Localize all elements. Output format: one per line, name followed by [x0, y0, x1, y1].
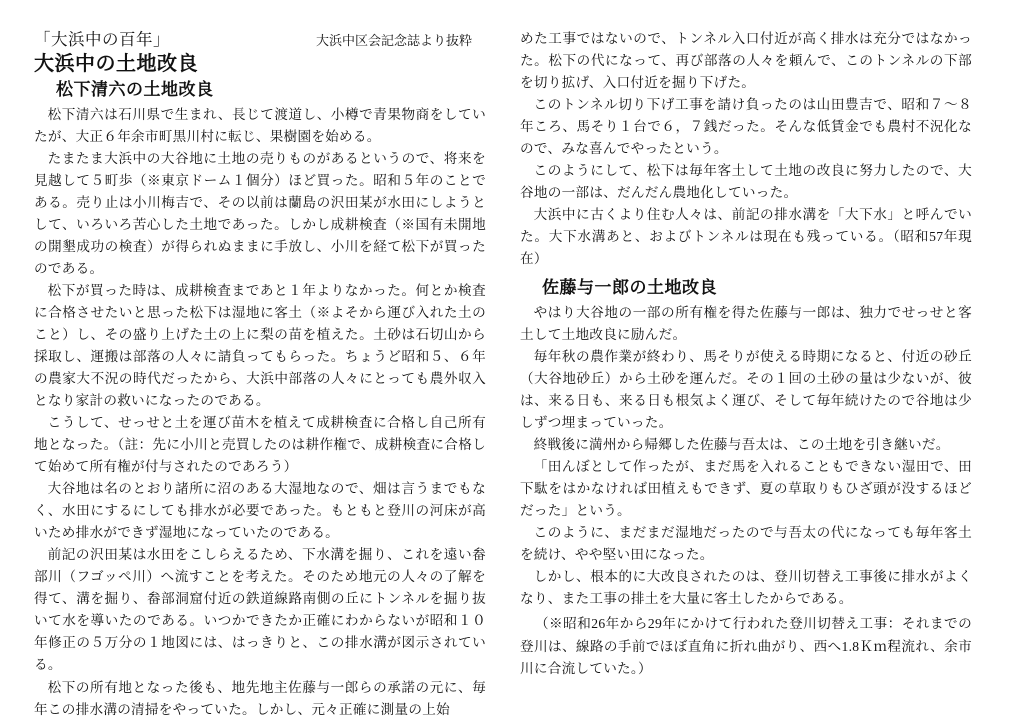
two-column-layout: [34, 26, 990, 717]
paragraph: 毎年秋の農作業が終わり、馬そりが使える時期になると、付近の砂丘（大谷地砂丘）から土砂を運んだ。その１回の土砂の量は少ないが、彼は、来る日も、来る日も根気よく運び、そして毎年続けたので谷地は少しずつ埋まっていった。: [520, 349, 972, 431]
paragraph: たまたま大浜中の大谷地に土地の売りものがあるというので、将来を見越して５町歩（※東京ドーム１個分）ほど買った。昭和５年のことである。売り止は小川梅吉で、その以前は蘭島の沢田某が水田にしようとして、いろいろ苦心した土地であった。しかし成耕検査（※国有未開地の開墾成功の検査）が得られぬままに手放し、小川を経て松下が買ったのである。: [34, 151, 486, 277]
document-source-note: 大浜中区会記念誌より抜粋: [315, 33, 472, 48]
paragraph: 大谷地は名のとおり諸所に沼のある大湿地なので、畑は言うまでもなく、水田にするにしても排水が必要であった。もともと登川の河床が高いため排水ができず湿地になっていたのである。: [34, 481, 486, 541]
section-title-sato: 佐藤与一郎の土地改良: [542, 278, 717, 298]
paragraph: こうして、せっせと土を運び苗木を植えて成耕検査に合格し自己所有地となった。（註：先に小川と売買したのは耕作権で、成耕検査に合格して始めて所有権が付与されたのであろう）: [34, 415, 486, 475]
paragraph: 終戦後に満州から帰郷した佐藤与吾太は、この土地を引き継いだ。: [533, 437, 950, 453]
paragraph: 松下清六は石川県で生まれ、長じて渡道し、小樽で青果物商をしていたが、大正６年余市町黒川村に転じ、果樹園を始める。: [34, 107, 486, 145]
paragraph: やはり大谷地の一部の所有権を得た佐藤与一郎は、独力でせっせと客土して土地改良に励んだ。: [520, 305, 972, 343]
paragraph: このようにして、松下は毎年客土して土地の改良に努力したので、大谷地の一部は、だんだん農地化していった。: [520, 163, 972, 201]
paragraph: しかし、根本的に大改良されたのは、登川切替え工事後に排水がよくなり、また工事の排土を大量に客土したからである。: [520, 569, 972, 607]
page-title: 大浜中の土地改良: [34, 53, 198, 75]
paragraph: このように、まだまだ湿地だったので与吾太の代になっても毎年客土を続け、やや堅い田になった。: [520, 525, 972, 563]
paragraph: 大浜中に古くより住む人々は、前記の排水溝を「大下水」と呼んでいた。大下水溝あと、およびトンネルは現在も残っている。（昭和57年現在）: [520, 207, 972, 267]
paragraph: 「田んぼとして作ったが、まだ馬を入れることもできない湿田で、田下駄をはかなければ田植えもできず、夏の草取りもひざ頭が没するほどだった」という。: [520, 459, 972, 519]
paragraph: 松下が買った時は、成耕検査まであと１年よりなかった。何とか検査に合格させたいと思った松下は湿地に客土（※よそから運び入れた土のこと）し、その盛り上げた土の上に梨の苗を植えた。土砂は石切山から採取し、運搬は部落の人々に請負ってもらった。ちょうど昭和５、６年の農家大不況の時代だったから、大浜中部落の人々にとっても農外収入となり家計の救いになったのである。: [34, 283, 486, 409]
paragraph: このトンネル切り下げ工事を請け負ったのは山田豊吉で、昭和７～８年ころ、馬そり１台で６，７銭だった。そんな低賃金でも農村不況化なので、みな喜んでやったという。: [520, 97, 972, 157]
paragraph: 松下の所有地となった後も、地先地主佐藤与一郎らの承諾の元に、毎年この排水溝の清掃をやっていた。しかし、元々正確に測量の上始: [34, 679, 486, 717]
document-header: [34, 26, 486, 50]
section-title-matsushita: 松下清六の土地改良: [56, 80, 214, 99]
paragraph: （※昭和26年から29年にかけて行われた登川切替え工事：それまでの登川は、線路の手前でほぼ直角に折れ曲がり、西へ1.8Ｋｍ程流れ、余市川に合流していた。）: [520, 616, 972, 676]
document-kicker: 「大浜中の百年」: [34, 30, 170, 49]
left-column: [34, 26, 486, 717]
paragraph: めた工事ではないので、トンネル入口付近が高く排水は充分ではなかった。松下の代になって、再び部落の人々を頼んで、このトンネルの下部を切り拡げ、入口付近を掘り下げた。: [520, 31, 972, 91]
right-column: [520, 26, 972, 706]
paragraph: 前記の沢田某は水田をこしらえるため、下水溝を掘り、これを遠い畚部川（フゴッペ川）へ流すことを考えた。そのため地元の人々の了解を得て、溝を掘り、畚部洞窟付近の鉄道線路南側の丘にトンネルを掘り抜いて水を導いたのである。いつかできたか正確にわからないが昭和１０年修正の５万分の１地図には、はっきりと、この排水溝が図示されている。: [34, 547, 486, 673]
